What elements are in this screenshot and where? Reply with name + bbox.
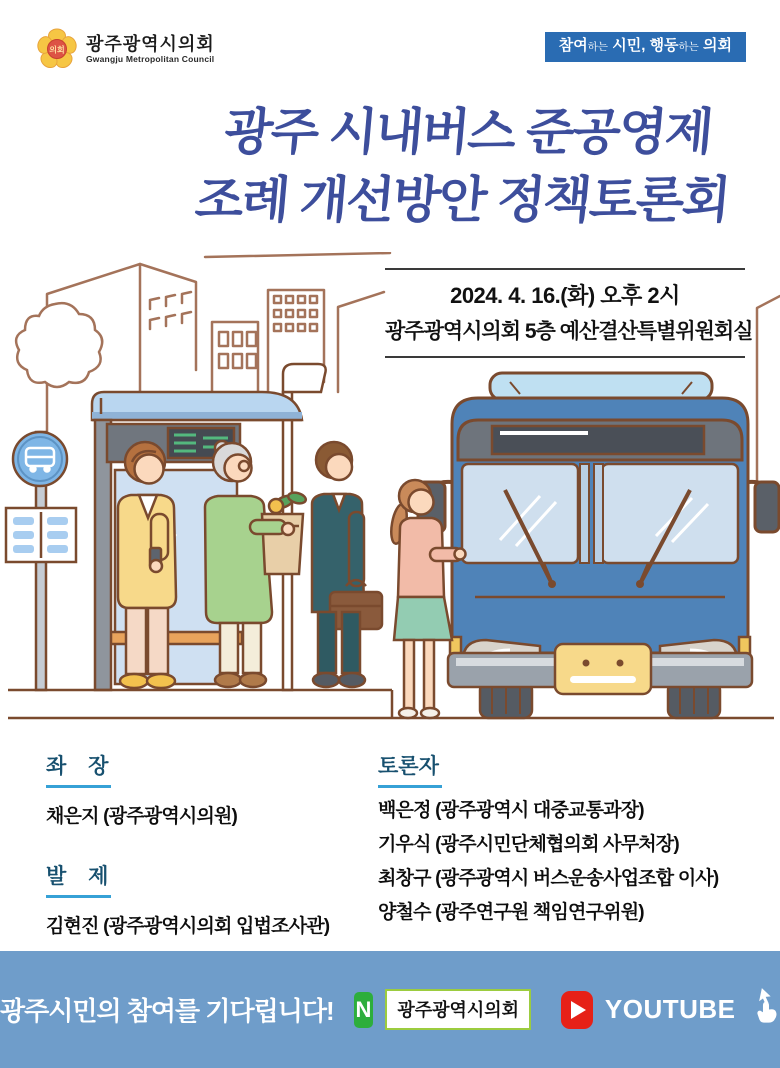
poster-title-line1: 광주 시내버스 준공영제 [222, 104, 714, 160]
venue-room: 예산결산특별위원회실 [559, 320, 753, 343]
slogan-part: 시민, [608, 37, 650, 54]
emblem-text: 의회 [49, 45, 65, 55]
play-icon [571, 1001, 586, 1019]
discussant-name: 최창구 (광주광역시 버스운송사업조합 이사) [378, 868, 719, 889]
presenter-heading: 발 제 [46, 860, 111, 898]
discussant-name: 양철수 (광주연구원 책임연구위원) [378, 902, 644, 923]
tree-icon [16, 303, 102, 387]
naver-icon[interactable]: N [354, 992, 374, 1028]
click-hand-icon [752, 973, 780, 1035]
slogan-part: 참여 [558, 37, 588, 54]
council-logo [36, 28, 215, 70]
event-datetime: 2024. 4. 16.(화) 오후 2시 [450, 283, 680, 308]
youtube-icon[interactable] [561, 991, 593, 1029]
panel-right-column [378, 750, 778, 924]
naver-channel-label[interactable]: 광주광역시의회 [385, 989, 531, 1030]
pedestrian-suit [312, 442, 382, 687]
ground-lines [8, 690, 774, 718]
slogan-part: 행동 [649, 37, 679, 54]
discussant-name: 백은정 (광주광역시 대중교통과장) [378, 800, 644, 821]
venue-prefix: 광주광역시의회 5층 [385, 320, 560, 343]
org-name: 광주광역시의회 [86, 34, 215, 54]
footer-band [0, 951, 780, 1068]
poster-title-line2: 조례 개선방안 정책토론회 [193, 172, 732, 228]
discussant-heading: 토론자 [378, 750, 442, 788]
bus-stop-sign [6, 432, 76, 690]
slogan-badge [545, 32, 746, 62]
chair-name: 채은지 (광주광역시의원) [46, 806, 238, 827]
slogan-part: 하는 [587, 41, 609, 53]
presenter-name: 김현진 (광주광역시의회 입법조사관) [46, 916, 330, 937]
org-name-en: Gwangju Metropolitan Council [86, 54, 215, 64]
panel-left-column [46, 750, 376, 938]
city-bus [418, 373, 779, 718]
poster-title [144, 98, 780, 234]
slogan-part: 하는 [678, 41, 699, 53]
slogan-part: 의회 [698, 37, 732, 54]
chair-heading: 좌 장 [46, 750, 111, 788]
council-emblem-icon [36, 28, 78, 70]
footer-message: 광주시민의 참여를 기다립니다! [0, 996, 334, 1026]
discussant-name: 기우식 (광주시민단체협의회 사무처장) [378, 834, 679, 855]
bus-stop-illustration [0, 252, 780, 740]
youtube-label: YOUTUBE [604, 994, 736, 1024]
